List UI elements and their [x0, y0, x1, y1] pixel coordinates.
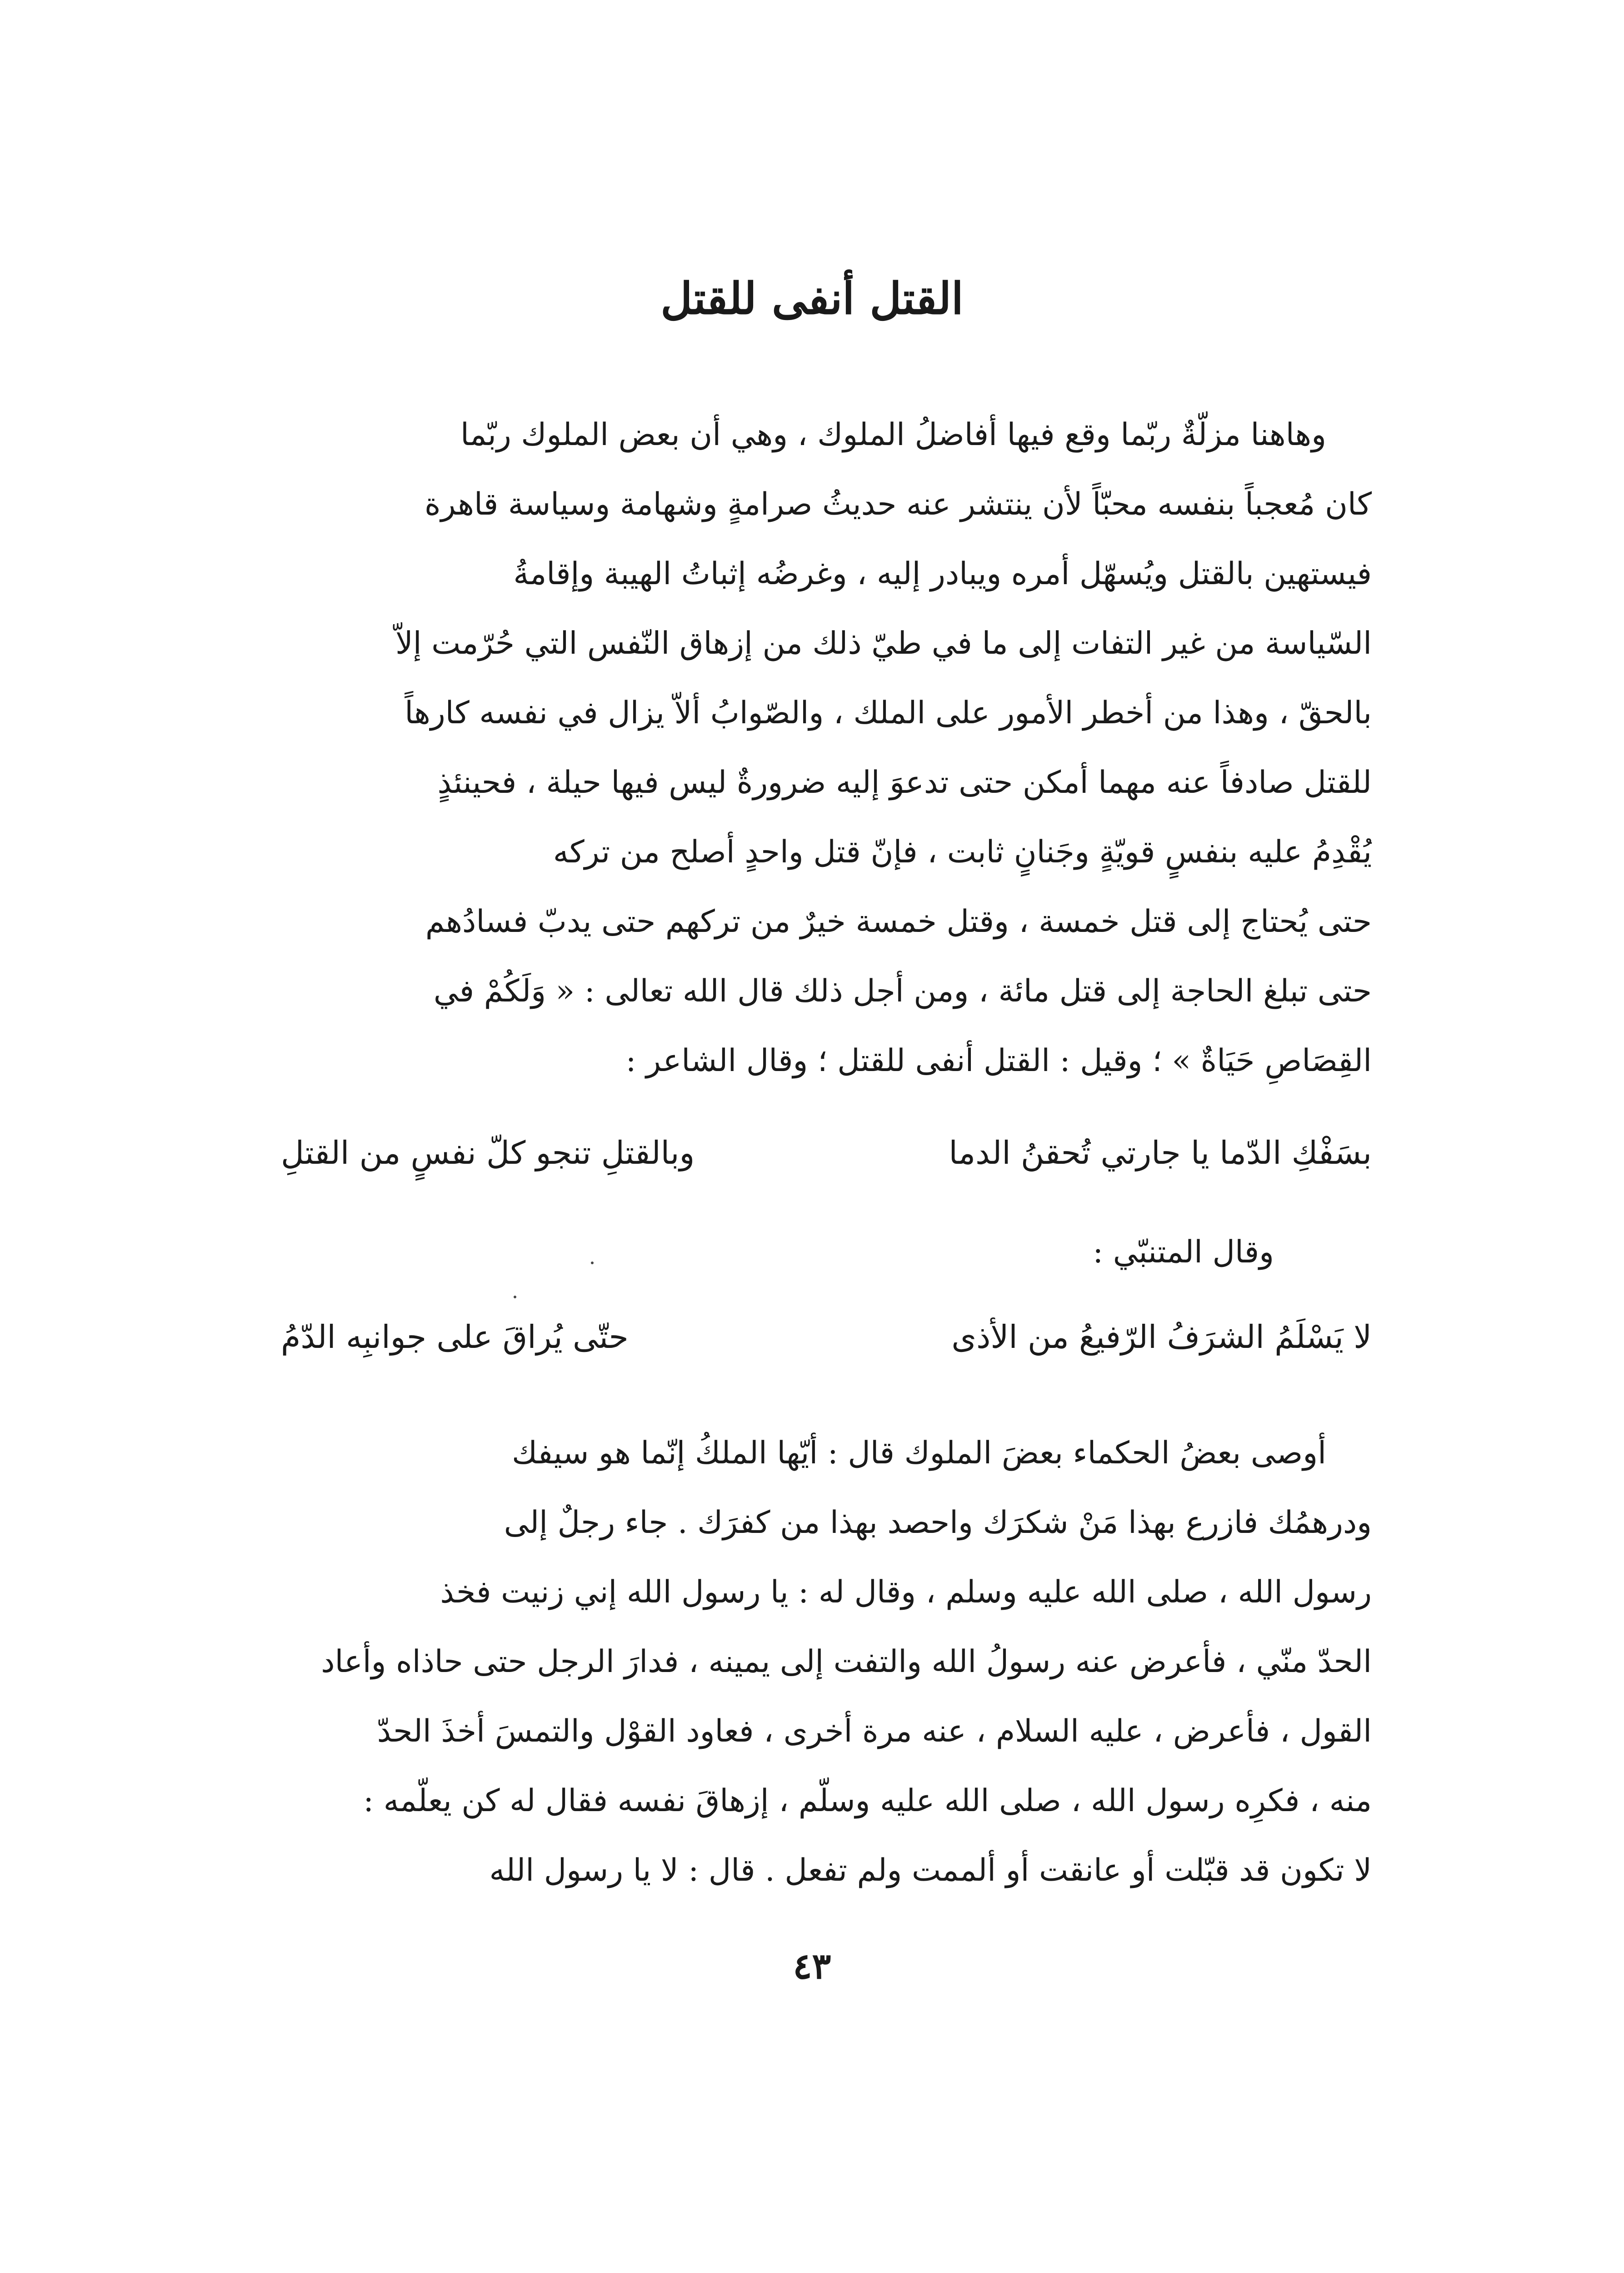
- chapter-title: القتل أنفى للقتل: [660, 273, 964, 324]
- paragraph-2-line: القول ، فأعرض ، عليه السلام ، عنه مرة أخرى ، فعاود القوْل والتمسَ أخذَ الحدّ: [377, 1713, 1372, 1749]
- paragraph-2-line: لا تكون قد قبّلت أو عانقت أو ألممت ولم تفعل . قال : لا يا رسول الله: [489, 1852, 1372, 1888]
- verse-1-first-hemistich: بسَفْكِ الدّما يا جارتي تُحقنُ الدما: [949, 1134, 1372, 1172]
- paragraph-2-line: أوصى بعضُ الحكماء بعضَ الملوك قال : أيّها الملكُ إنّما هو سيفك: [512, 1435, 1326, 1471]
- verse-2-first-hemistich: لا يَسْلَمُ الشرَفُ الرّفيعُ من الأذى: [951, 1318, 1372, 1356]
- paragraph-1-line: للقتل صادفاً عنه مهما أمكن حتى تدعوَ إليه ضرورةٌ ليس فيها حيلة ، فحينئذٍ: [437, 765, 1372, 801]
- ink-speck: [514, 1296, 516, 1298]
- paragraph-1-line: حتى تبلغ الحاجة إلى قتل مائة ، ومن أجل ذلك قال الله تعالى : « وَلَكُمْ في: [433, 973, 1372, 1009]
- poem-verse-2: [281, 1318, 1372, 1356]
- verse-2-intro: وقال المتنبّي :: [1093, 1234, 1274, 1270]
- paragraph-2-line: الحدّ منّي ، فأعرض عنه رسولُ الله والتفت إلى يمينه ، فدارَ الرجل حتى حاذاه وأعاد: [321, 1644, 1372, 1680]
- page-number: ٤٣: [793, 1946, 831, 1987]
- paragraph-1-line: حتى يُحتاج إلى قتل خمسة ، وقتل خمسة خيرٌ من تركهم حتى يدبّ فسادُهم: [425, 904, 1372, 940]
- paragraph-1-line: كان مُعجباً بنفسه محبّاً لأن ينتشر عنه حديثُ صرامةٍ وشهامة وسياسة قاهرة: [424, 486, 1372, 522]
- paragraph-1-line: بالحقّ ، وهذا من أخطر الأمور على الملك ، والصّوابُ ألاّ يزال في نفسه كارهاً: [405, 695, 1372, 731]
- paragraph-1-line: فيستهين بالقتل ويُسهّل أمره ويبادر إليه ، وغرضُه إثباتُ الهيبة وإقامةُ: [513, 556, 1372, 592]
- paragraph-1-line: يُقْدِمُ عليه بنفسٍ قويّةٍ وجَنانٍ ثابت ، فإنّ قتل واحدٍ أصلح من تركه: [553, 834, 1372, 870]
- ink-speck: [591, 1262, 594, 1264]
- verse-1-second-hemistich: وبالقتلِ تنجو كلّ نفسٍ من القتلِ: [281, 1134, 695, 1172]
- paragraph-2: [290, 1418, 1372, 1905]
- paragraph-1-line: القِصَاصِ حَيَاةٌ » ؛ وقيل : القتل أنفى للقتل ؛ وقال الشاعر :: [625, 1043, 1372, 1079]
- paragraph-1-line: وهاهنا مزلّةٌ ربّما وقع فيها أفاضلُ الملوك ، وهي أن بعض الملوك ربّما: [460, 417, 1326, 453]
- paragraph-1: [290, 400, 1372, 1096]
- paragraph-2-line: رسول الله ، صلى الله عليه وسلم ، وقال له : يا رسول الله إني زنيت فخذ: [440, 1574, 1372, 1610]
- paragraph-2-line: ودرهمُك فازرع بهذا مَنْ شكرَك واحصد بهذا من كفرَك . جاء رجلٌ إلى: [504, 1505, 1372, 1541]
- paragraph-2-line: منه ، فكرِه رسول الله ، صلى الله عليه وسلّم ، إزهاقَ نفسه فقال له كن يعلّمه :: [363, 1783, 1372, 1819]
- paragraph-1-line: السّياسة من غير التفات إلى ما في طيّ ذلك من إزهاق النّفس التي حُرّمت إلاّ: [395, 626, 1372, 661]
- poem-verse-1: [281, 1134, 1372, 1172]
- verse-2-second-hemistich: حتّى يُراقَ على جوانبِه الدّمُ: [281, 1318, 629, 1356]
